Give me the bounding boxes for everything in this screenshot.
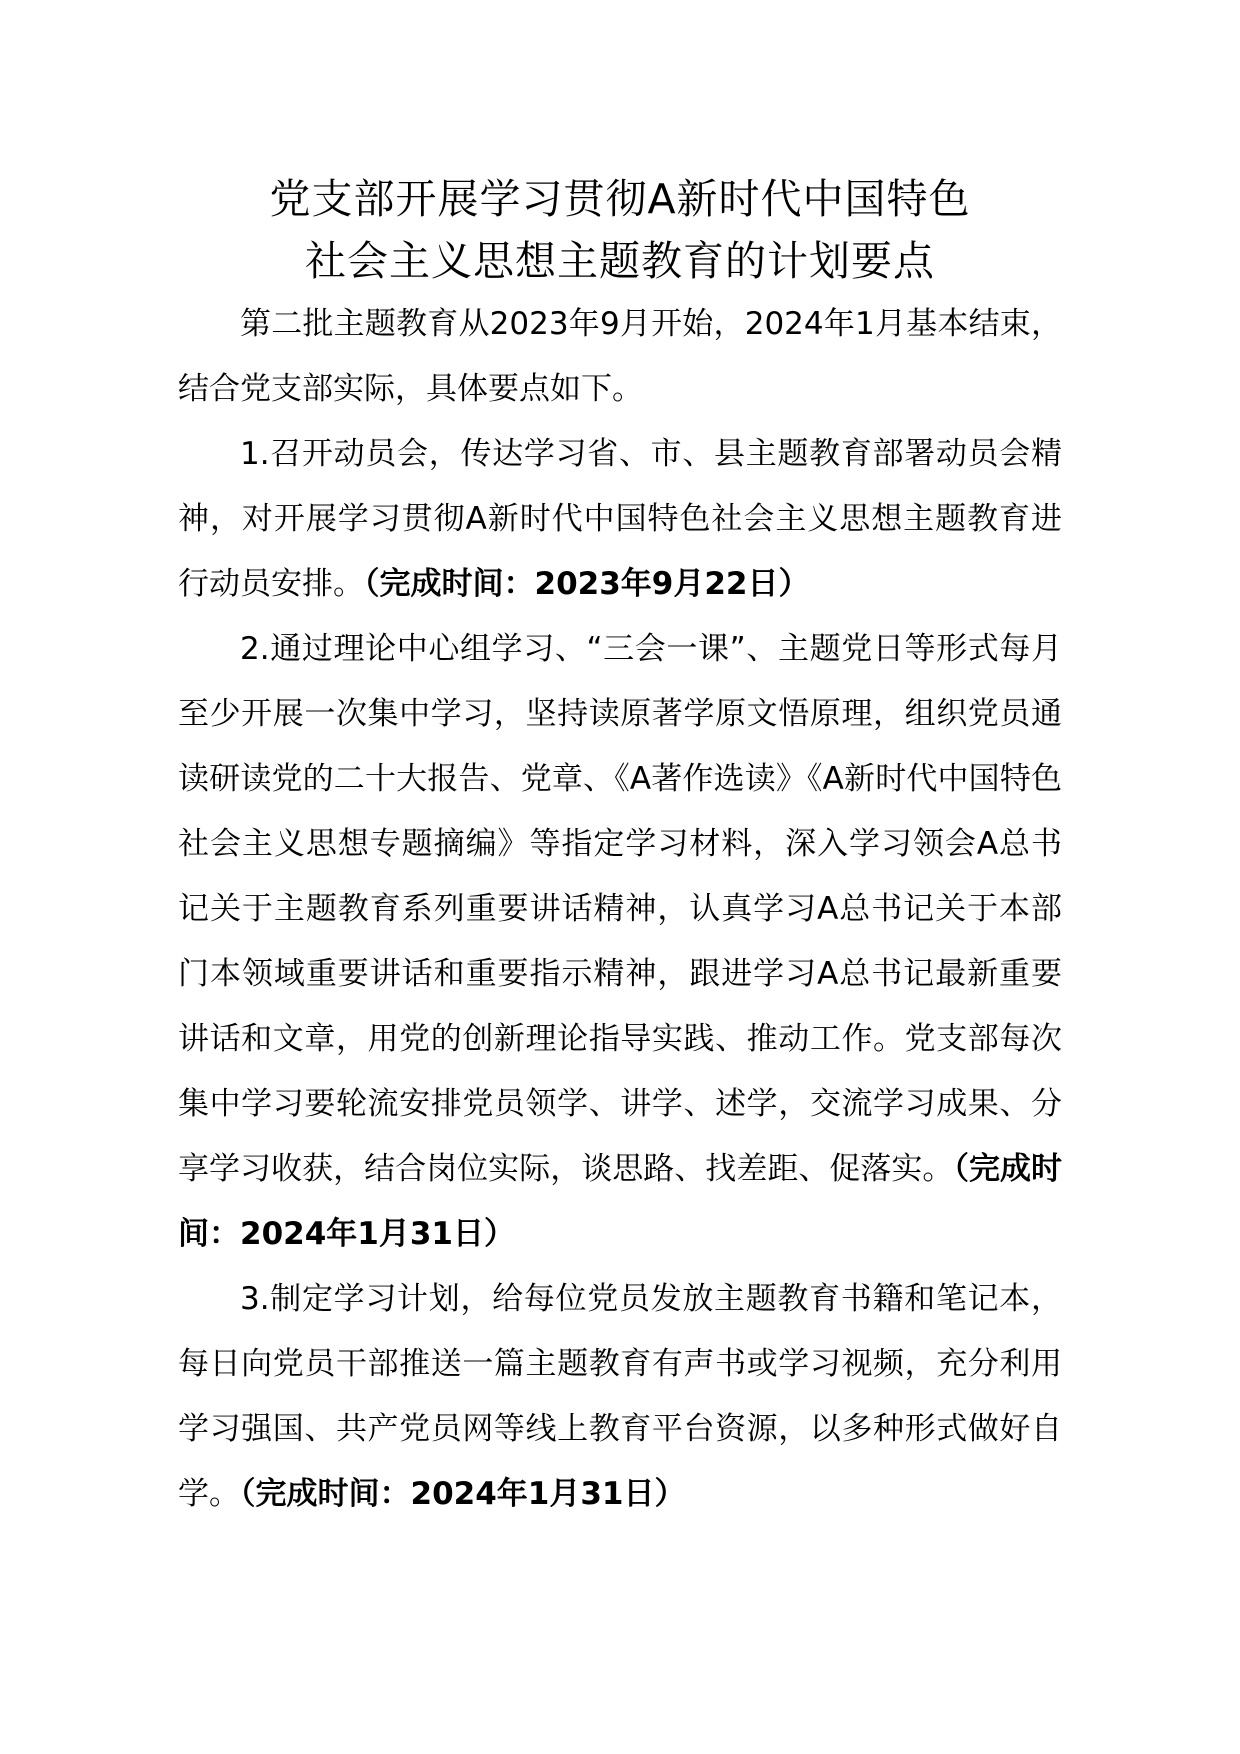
plan-item-text: 2.通过理论中心组学习、“三会一课”、主题党日等形式每月至少开展一次集中学习，坚持读原著学原文悟原理，组织党员通读研读党的二十大报告、党章、《A著作选读》《A新时代中国特色社会主义思想专题摘编》等指定学习材料，深入学习领会A总书记关于主题教育系列重要讲话精神，认真学习A总书记关于本部门本领域重要讲话和重要指示精神，跟进学习A总书记最新重要讲话和文章，用党的创新理论指导实践、推动工作。党支部每次集中学习要轮流安排党员领学、讲学、述学，交流学习成果、分享学习收获，结合岗位实际，谈思路、找差距、促落实。 [178,631,1062,1187]
plan-item-3 [178,1267,1062,1527]
document-page [178,168,1062,1527]
intro-paragraph: 第二批主题教育从2023年9月开始，2024年1月基本结束，结合党支部实际，具体要点如下。 [178,306,1062,407]
plan-item-text: 1.召开动员会，传达学习省、市、县主题教育部署动员会精神，对开展学习贯彻A新时代中国特色社会主义思想主题教育进行动员安排。 [178,436,1062,602]
title-line-1: 党支部开展学习贯彻A新时代中国特色 [269,175,971,223]
completion-deadline: （完成时间：2024年1月31日） [178,1151,1063,1252]
completion-deadline: （完成时间：2024年1月31日） [240,1476,686,1512]
completion-deadline: （完成时间：2023年9月22日） [364,566,810,602]
plan-item-1 [178,422,1062,617]
plan-item-2 [178,617,1062,1267]
document-title [178,168,1062,292]
plan-item-text: 3.制定学习计划，给每位党员发放主题教育书籍和笔记本，每日向党员干部推送一篇主题教育有声书或学习视频，充分利用学习强国、共产党员网等线上教育平台资源，以多种形式做好自学。 [178,1281,1062,1512]
title-line-2: 社会主义思想主题教育的计划要点 [305,237,935,285]
